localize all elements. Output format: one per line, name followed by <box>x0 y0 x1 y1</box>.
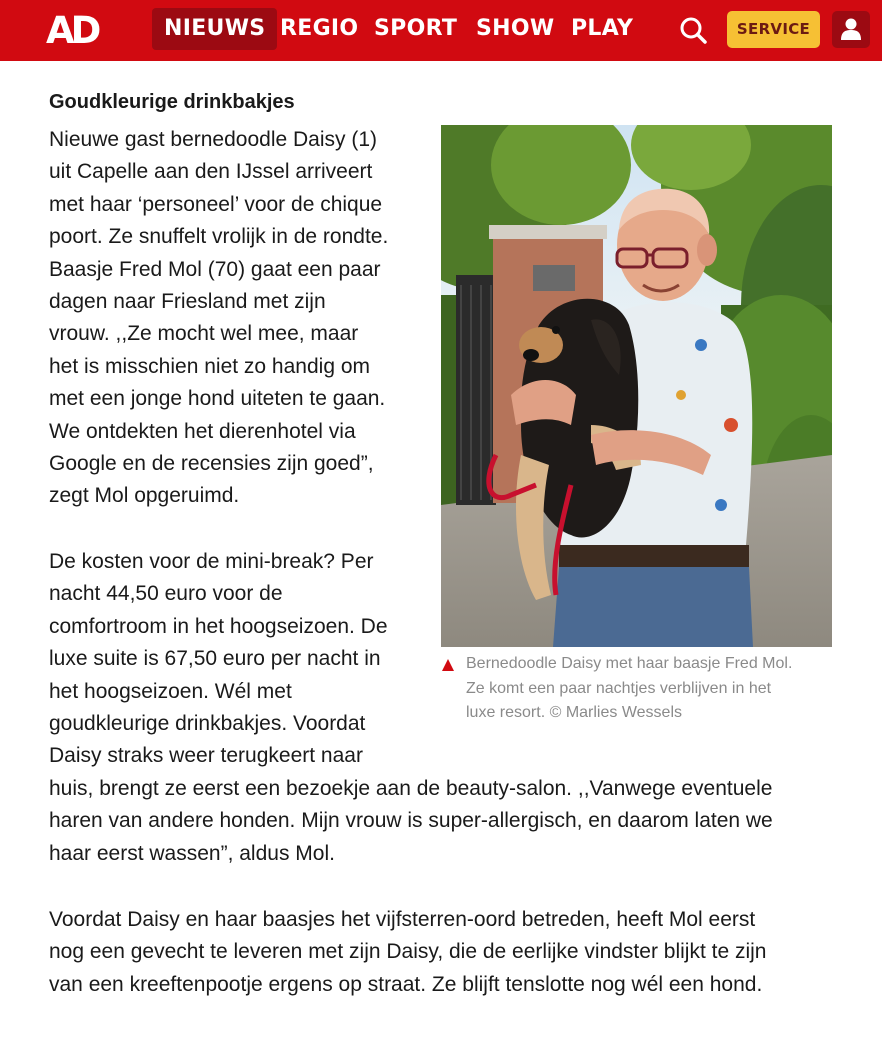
user-icon <box>841 18 861 40</box>
text-line: het is misschien niet zo handig om <box>49 354 370 378</box>
text-line: Baasje Fred Mol (70) gaat een paar <box>49 257 381 281</box>
article-subheading: Goudkleurige drinkbakjes <box>49 91 295 113</box>
text-line: huis, brengt ze eerst een bezoekje aan de beauty-salon. ,,Vanwege eventuele <box>49 776 773 800</box>
text-line: met een jonge hond uiteten te gaan. <box>49 387 386 411</box>
text-line: van een kreeftenpootje ergens op straat. Ze blijft tenslotte nog wél een hond. <box>49 972 763 996</box>
text-line: goudkleurige drinkbakjes. Voordat <box>49 711 366 735</box>
photo-man-holding-dog <box>441 125 832 647</box>
paragraph-1 <box>49 124 388 513</box>
nav-item-regio[interactable]: REGIO <box>280 16 359 41</box>
service-button[interactable]: SERVICE <box>727 11 820 48</box>
text-line: luxe suite is 67,50 euro per nacht in <box>49 647 381 671</box>
search-button[interactable] <box>676 13 710 47</box>
text-line: Daisy straks weer terugkeert naar <box>49 744 363 768</box>
article-photo[interactable] <box>441 125 832 647</box>
account-button[interactable] <box>832 11 870 48</box>
text-line: met haar ‘personeel’ voor de chique <box>49 192 383 216</box>
text-line: het hoogseizoen. Wél met <box>49 679 292 703</box>
nav-item-sport[interactable]: SPORT <box>374 16 458 41</box>
caption-line: Bernedoodle Daisy met haar baasje Fred Mol. <box>466 655 793 672</box>
text-line: nacht 44,50 euro voor de <box>49 582 283 606</box>
text-line: Nieuwe gast bernedoodle Daisy (1) <box>49 128 378 151</box>
caption-line: luxe resort. © Marlies Wessels <box>466 704 682 722</box>
text-line: poort. Ze snuffelt vrolijk in de rondte. <box>49 225 389 249</box>
text-line: We ontdekten het dierenhotel via <box>49 419 356 443</box>
caption-marker-icon <box>441 658 455 672</box>
text-line: haar eerst wassen”, aldus Mol. <box>49 841 335 865</box>
text-line: nog een gevecht te leveren met zijn Daisy, die de eerlijke vindster blijkt te zijn <box>49 940 767 964</box>
nav-item-play[interactable]: PLAY <box>571 16 634 41</box>
text-line: haren van andere honden. Mijn vrouw is super-allergisch, en daarom laten we <box>49 809 773 833</box>
text-line: vrouw. ,,Ze mocht wel mee, maar <box>49 322 359 346</box>
nav-item-nieuws[interactable]: NIEUWS <box>152 8 277 50</box>
paragraph-3 <box>49 904 766 1001</box>
text-line: Google en de recensies zijn goed”, <box>49 451 374 475</box>
nav-item-show[interactable]: SHOW <box>476 16 555 41</box>
text-line: comfortroom in het hoogseizoen. De <box>49 614 388 638</box>
text-line: Voordat Daisy en haar baasjes het vijfsterren-oord betreden, heeft Mol eerst <box>49 908 756 931</box>
text-line: uit Capelle aan den IJssel arriveert <box>49 160 373 184</box>
text-line: zegt Mol opgeruimd. <box>49 484 240 508</box>
caption-line: Ze komt een paar nachtjes verblijven in het <box>466 679 772 697</box>
search-icon <box>676 13 710 47</box>
site-header <box>0 0 882 61</box>
ad-logo[interactable] <box>46 10 104 48</box>
text-line: dagen naar Friesland met zijn <box>49 289 326 313</box>
photo-caption <box>466 652 792 726</box>
text-line: De kosten voor de mini-break? Per <box>49 550 374 573</box>
logo-text: AD <box>46 10 98 48</box>
